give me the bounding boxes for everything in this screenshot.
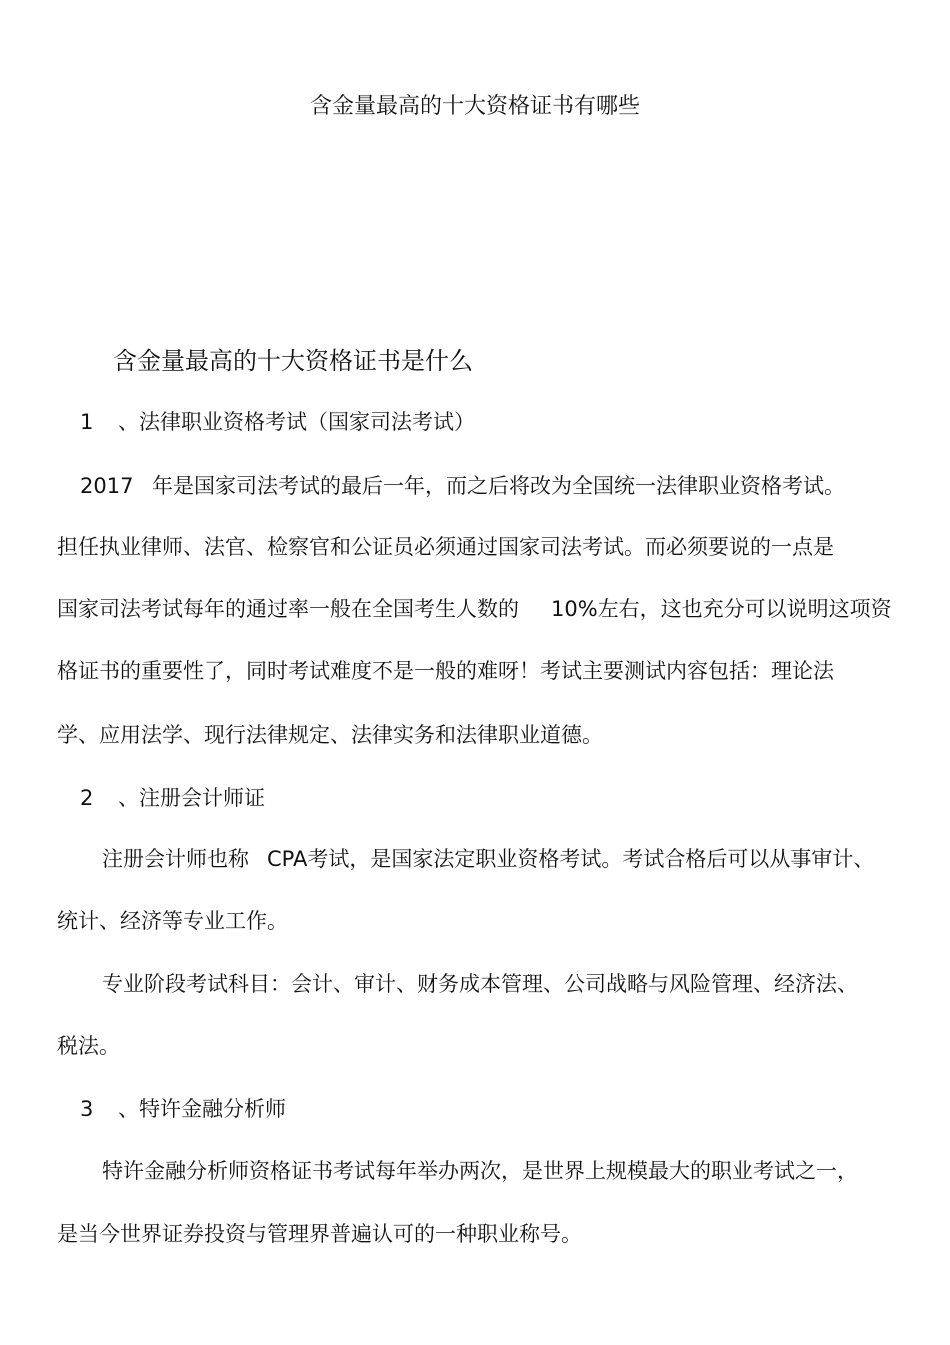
item-2-number: 2 <box>80 786 94 810</box>
section-heading: 含金量最高的十大资格证书是什么 <box>113 347 473 375</box>
item-2-paragraph-2-line-2: 税法。 <box>57 1034 120 1058</box>
item-1-line-3-text-a: 国家司法考试每年的通过率一般在全国考生人数的 <box>57 597 519 621</box>
item-2-paragraph-1-line-2: 统计、经济等专业工作。 <box>57 909 288 933</box>
item-2-heading <box>80 784 265 812</box>
item-1-heading-text: 、法律职业资格考试（国家司法考试） <box>118 410 475 434</box>
item-3-heading <box>80 1095 286 1123</box>
item-1-heading <box>80 408 475 436</box>
item-1-line-3-text-b: 左右，这也充分可以说明这项资 <box>597 597 892 621</box>
item-3-paragraph-line-2: 是当今世界证券投资与管理界普遍认可的一种职业称号。 <box>57 1222 582 1246</box>
item-1-line-1-text: 年是国家司法考试的最后一年，而之后将改为全国统一法律职业资格考试。 <box>152 474 845 498</box>
item-1-pass-rate: 10% <box>551 597 598 621</box>
item-2-paragraph-2-line-1: 专业阶段考试科目：会计、审计、财务成本管理、公司战略与风险管理、经济法、 <box>102 972 858 996</box>
item-1-paragraph-line-4: 格证书的重要性了，同时考试难度不是一般的难呀！考试主要测试内容包括：理论法 <box>57 659 834 683</box>
item-1-paragraph-line-5: 学、应用法学、现行法律规定、法律实务和法律职业道德。 <box>57 723 603 747</box>
item-1-paragraph-line-2: 担任执业律师、法官、检察官和公证员必须通过国家司法考试。而必须要说的一点是 <box>57 535 834 559</box>
item-2-line-1-text-b: 考试，是国家法定职业资格考试。考试合格后可以从事审计、 <box>307 847 875 871</box>
item-3-number: 3 <box>80 1097 94 1121</box>
item-1-year: 2017 <box>80 474 134 498</box>
document-title: 含金量最高的十大资格证书有哪些 <box>309 94 640 119</box>
item-2-paragraph-1-line-1 <box>102 845 874 873</box>
item-3-paragraph-line-1: 特许金融分析师资格证书考试每年举办两次，是世界上规模最大的职业考试之一， <box>102 1159 858 1183</box>
item-2-line-1-text-a: 注册会计师也称 <box>102 847 249 871</box>
item-1-paragraph-line-1 <box>80 472 845 500</box>
item-1-paragraph-line-3 <box>57 595 892 623</box>
item-3-heading-text: 、特许金融分析师 <box>118 1097 286 1121</box>
item-2-heading-text: 、注册会计师证 <box>118 786 265 810</box>
item-2-cpa: CPA <box>267 847 308 871</box>
item-1-number: 1 <box>80 410 94 434</box>
